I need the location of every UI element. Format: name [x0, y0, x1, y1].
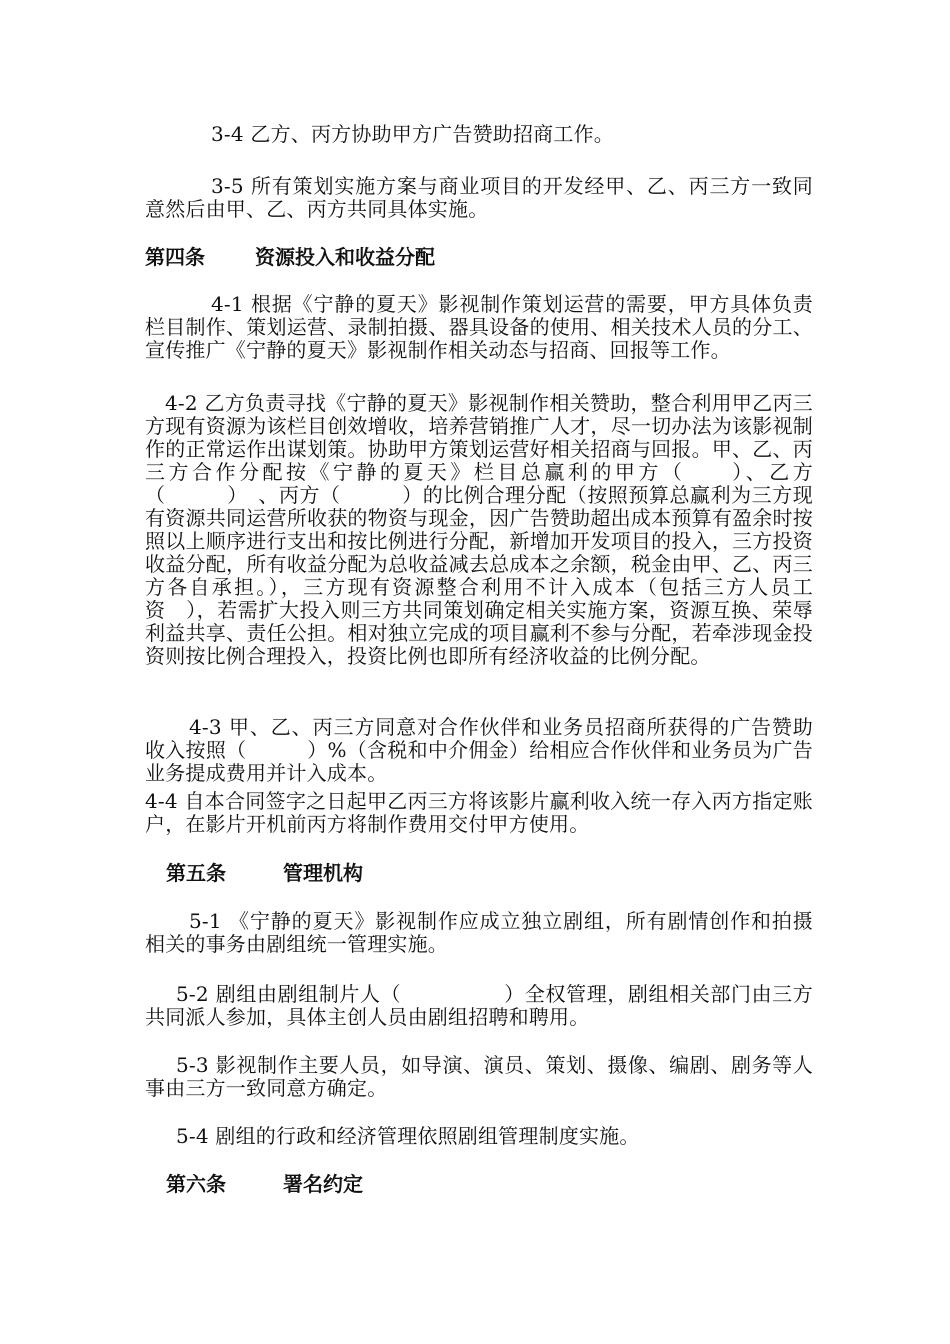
article-6-number: 第六条: [166, 1172, 226, 1196]
clause-5-1: 5-1 《宁静的夏天》影视制作应成立独立剧组，所有剧情创作和拍摄相关的事务由剧组统一管理实施。: [145, 909, 813, 956]
clause-5-3: 5-3 影视制作主要人员，如导演、演员、策划、摄像、编剧、剧务等人事由三方一致同意方确定。: [145, 1053, 813, 1100]
article-5-title: 管理机构: [283, 861, 363, 885]
clause-5-2: 5-2 剧组由剧组制片人（ ）全权管理，剧组相关部门由三方共同派人参加，具体主创人员由剧组招聘和聘用。: [145, 982, 813, 1029]
article-5-heading: [166, 861, 363, 885]
clause-3-5: 3-5 所有策划实施方案与商业项目的开发经甲、乙、丙三方一致同意然后由甲、乙、丙方共同具体实施。: [145, 174, 813, 221]
clause-4-4: 4-4 自本合同签字之日起甲乙丙三方将该影片赢利收入统一存入丙方指定账户，在影片开机前丙方将制作费用交付甲方使用。: [145, 789, 813, 836]
clause-4-2: 4-2 乙方负责寻找《宁静的夏天》影视制作相关赞助，整合利用甲乙丙三方现有资源为该栏目创效增收，培养营销推广人才，尽一切办法为该影视制作的正常运作出谋划策。协助甲方策划运营好相关招商与回报。甲、乙、丙三方合作分配按《宁静的夏天》栏目总赢利的甲方（ ）、乙方（ ） 、丙方（ ）的比例合理分配（按照预算总赢利为三方现有资源共同运营所收获的物资与现金，因广告赞助超出成本预算有盈余时按照以上顺序进行支出和按比例进行分配，新增加开发项目的投入，三方投资收益分配，所有收益分配为总收益减去总成本之余额，税金由甲、乙、丙三方各自承担。），三方现有资源整合利用不计入成本（包括三方人员工资 ），若需扩大投入则三方共同策划确定相关实施方案，资源互换、荣辱利益共享、责任公担。相对独立完成的项目赢利不参与分配，若牵涉现金投资则按比例合理投入，投资比例也即所有经济收益的比例分配。: [145, 391, 813, 668]
article-4-heading: [145, 245, 435, 269]
clause-5-4: 5-4 剧组的行政和经济管理依照剧组管理制度实施。: [176, 1124, 640, 1148]
clause-3-4: 3-4 乙方、丙方协助甲方广告赞助招商工作。: [211, 122, 614, 146]
article-6-title: 署名约定: [283, 1172, 363, 1196]
clause-4-1: 4-1 根据《宁静的夏天》影视制作策划运营的需要，甲方具体负责栏目制作、策划运营、录制拍摄、器具设备的使用、相关技术人员的分工、宣传推广《宁静的夏天》影视制作相关动态与招商、回报等工作。: [145, 292, 813, 362]
article-6-heading: [166, 1172, 363, 1196]
article-4-number: 第四条: [145, 245, 205, 269]
article-5-number: 第五条: [166, 861, 226, 885]
article-4-title: 资源投入和收益分配: [255, 245, 435, 269]
clause-4-3: 4-3 甲、乙、丙三方同意对合作伙伴和业务员招商所获得的广告赞助收入按照（ ）%（含税和中介佣金）给相应合作伙伴和业务员为广告业务提成费用并计入成本。: [145, 715, 813, 785]
